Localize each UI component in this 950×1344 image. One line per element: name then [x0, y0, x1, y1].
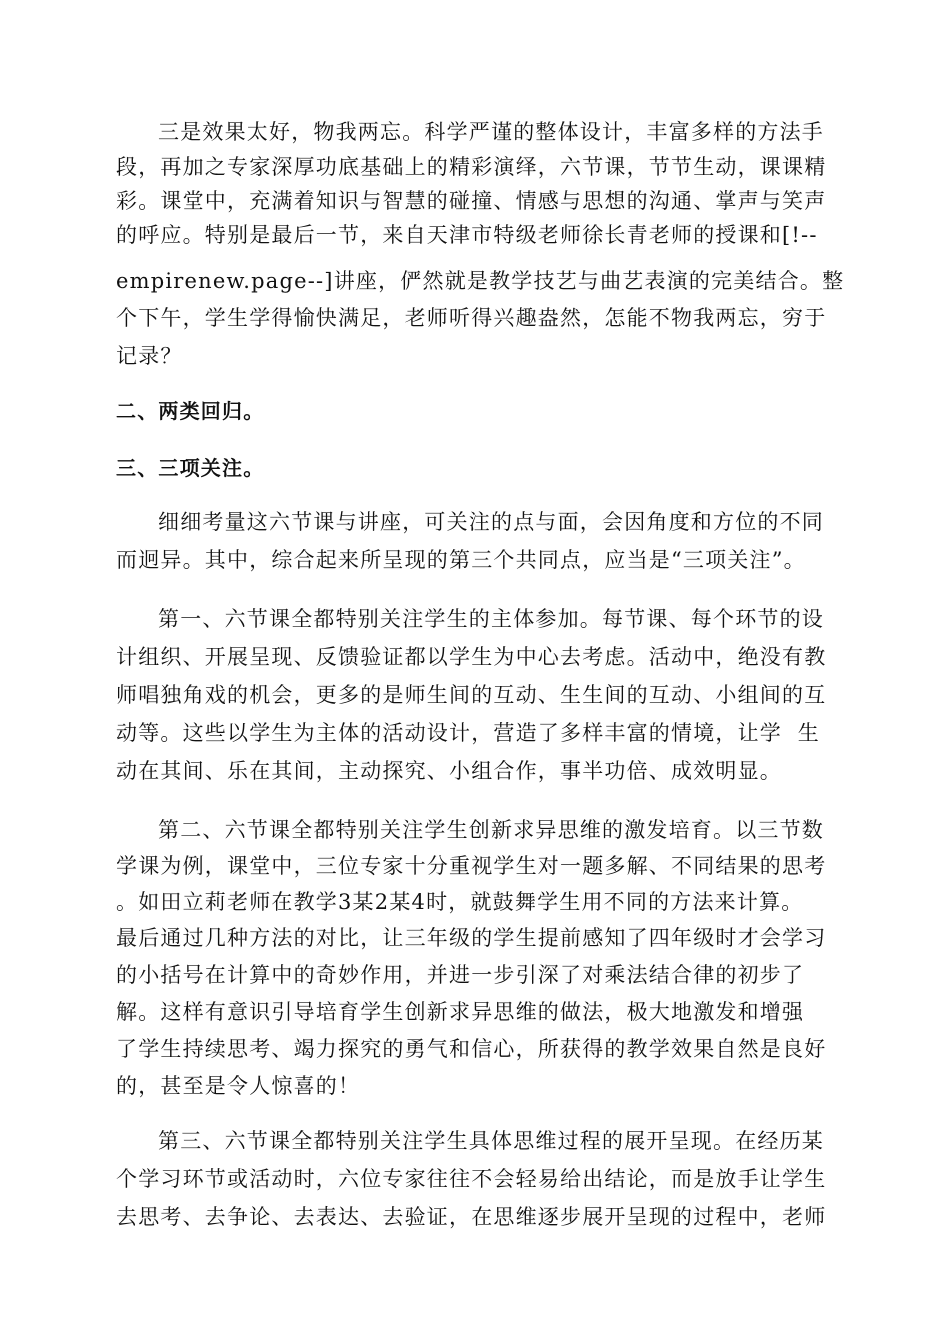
- text-line: 的，甚至是令人惊喜的！: [116, 1074, 361, 1098]
- text-line: 彩。课堂中，充满着知识与智慧的碰撞、情感与思想的沟通、掌声与笑声: [116, 189, 827, 213]
- text-line: 了学生持续思考、竭力探究的勇气和信心，所获得的教学效果自然是良好: [116, 1037, 827, 1061]
- text-line: 个学习环节或活动时，六位专家往往不会轻易给出结论，而是放手让学生: [116, 1167, 827, 1191]
- text-line: 而迥异。其中，综合起来所呈现的第三个共同点，应当是“三项关注”。: [116, 548, 806, 572]
- text-line: 去思考、去争论、去表达、去验证，在思维逐步展开呈现的过程中，老师: [116, 1205, 827, 1229]
- text-line: 动在其间、乐在其间，主动探究、小组合作，事半功倍、成效明显。: [116, 759, 782, 783]
- text-line: 动等。这些以学生为主体的活动设计，营造了多样丰富的情境，让学 生: [116, 721, 820, 745]
- section-heading-two: 二、两类回归。: [116, 399, 265, 423]
- text-line: 的呼应。特别是最后一节，来自天津市特级老师徐长青老师的授课和[!--: [116, 223, 818, 247]
- text-line: 第二、六节课全都特别关注学生创新求异思维的激发培育。以三节数: [158, 818, 824, 842]
- text-line: 第三、六节课全都特别关注学生具体思维过程的展开呈现。在经历某: [158, 1129, 824, 1153]
- section-heading-three: 三、三项关注。: [116, 456, 265, 480]
- text-line: 计组织、开展呈现、反馈验证都以学生为中心去考虑。活动中，绝没有教: [116, 645, 827, 669]
- text-line: 细细考量这六节课与讲座，可关注的点与面，会因角度和方位的不同: [158, 510, 824, 534]
- text-line: 记录？: [116, 344, 183, 368]
- text-line: 第一、六节课全都特别关注学生的主体参加。每节课、每个环节的设: [158, 607, 824, 631]
- text-line: 三是效果太好，物我两忘。科学严谨的整体设计，丰富多样的方法手: [158, 120, 824, 144]
- text-line: 最后通过几种方法的对比，让三年级的学生提前感知了四年级时才会学习: [116, 926, 827, 950]
- text-line: empirenew.page--]讲座，俨然就是教学技艺与曲艺表演的完美结合。整: [116, 269, 845, 293]
- text-line: 学课为例，课堂中，三位专家十分重视学生对一题多解、不同结果的思考: [116, 854, 827, 878]
- text-line: 解。这样有意识引导培育学生创新求异思维的做法，极大地激发和增强: [116, 1000, 805, 1024]
- text-line: 段，再加之专家深厚功底基础上的精彩演绎，六节课，节节生动，课课精: [116, 155, 827, 179]
- text-line: 师唱独角戏的机会，更多的是师生间的互动、生生间的互动、小组间的互: [116, 683, 827, 707]
- text-line: 个下午，学生学得愉快满足，老师听得兴趣盎然，怎能不物我两忘，穷于: [116, 306, 827, 330]
- text-line: 的小括号在计算中的奇妙作用，并进一步引深了对乘法结合律的初步了: [116, 963, 805, 987]
- text-line: 。如田立莉老师在教学3某2某4时，就鼓舞学生用不同的方法来计算。: [116, 890, 804, 914]
